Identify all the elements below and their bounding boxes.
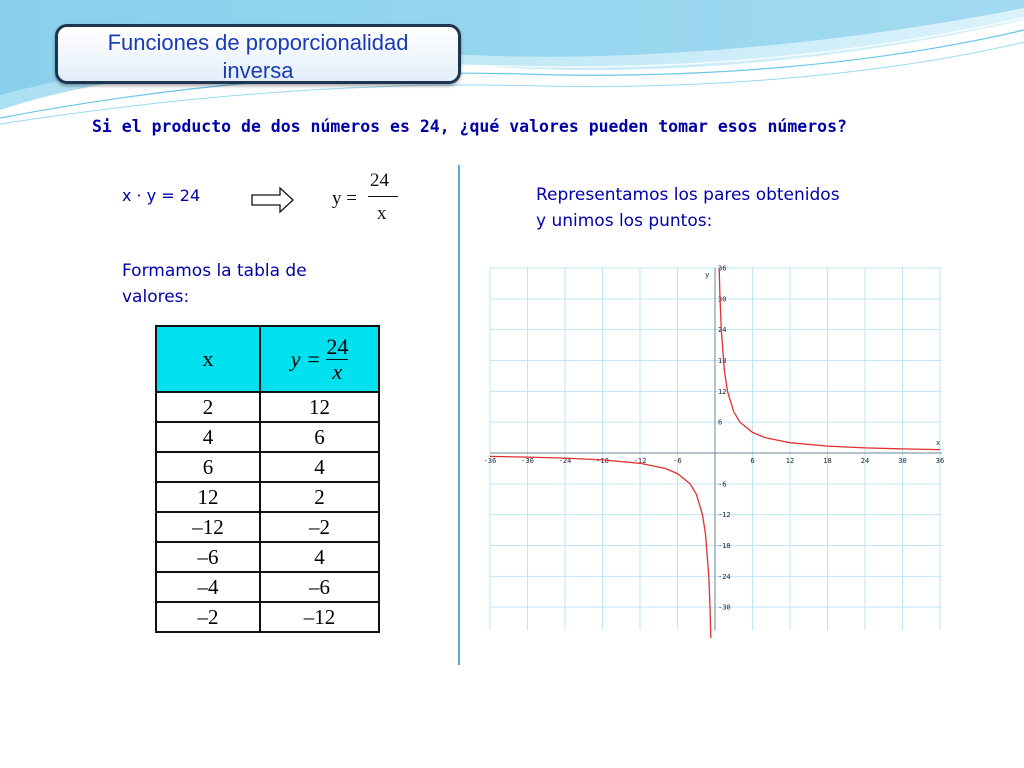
cell-y: –12 (260, 602, 379, 632)
table-intro-line2: valores: (122, 287, 190, 307)
cell-y: –2 (260, 512, 379, 542)
cell-x: 6 (156, 452, 260, 482)
y-tick-label: -24 (718, 572, 731, 581)
y-tick-label: 18 (718, 357, 727, 365)
x-tick-label: 30 (898, 457, 907, 465)
x-tick-label: 18 (823, 457, 832, 465)
vertical-divider (458, 165, 460, 665)
slide-title-line1: Funciones de proporcionalidad (107, 30, 409, 55)
table-row (156, 422, 379, 452)
header-x: x (156, 326, 260, 392)
y-tick-label: -30 (718, 603, 731, 612)
fraction-bar (368, 196, 398, 197)
cell-x: 12 (156, 482, 260, 512)
cell-y: 4 (260, 542, 379, 572)
slide-title (55, 24, 461, 84)
y-axis-label: y (705, 271, 710, 279)
header-y-numerator: 24 (326, 333, 349, 359)
x-tick-label: -12 (633, 457, 647, 465)
y-tick-label: -6 (718, 480, 727, 489)
question-text: Si el producto de dos números es 24, ¿qué valores pueden tomar esos números? (92, 117, 847, 136)
formula-denominator: x (377, 203, 387, 224)
y-tick-label: 12 (718, 387, 727, 396)
product-equation: x · y = 24 (122, 186, 201, 205)
header-y-lhs: y = (290, 346, 321, 371)
x-tick-label: 12 (785, 457, 795, 465)
x-tick-label: -24 (558, 457, 572, 465)
cell-x: –12 (156, 512, 260, 542)
y-tick-label: -18 (718, 542, 731, 550)
x-tick-label: 24 (860, 457, 870, 465)
header-y-fraction (326, 333, 349, 384)
formula-lhs: y = (332, 188, 357, 209)
graph-intro-line1: Representamos los pares obtenidos (536, 185, 840, 205)
x-tick-label: -36 (483, 457, 497, 465)
table-row (156, 542, 379, 572)
hyperbola-chart (483, 264, 945, 630)
table-row (156, 482, 379, 512)
values-table (155, 325, 380, 633)
cell-x: 2 (156, 392, 260, 422)
x-axis-label: x (936, 439, 941, 447)
table-row (156, 572, 379, 602)
cell-y: 2 (260, 482, 379, 512)
formula-numerator: 24 (370, 170, 389, 191)
implies-arrow-icon (250, 185, 296, 215)
cell-x: –2 (156, 602, 260, 632)
x-tick-label: -30 (521, 457, 534, 465)
cell-y: –6 (260, 572, 379, 602)
table-row (156, 392, 379, 422)
x-tick-label: -6 (673, 457, 682, 465)
y-tick-label: 36 (718, 264, 727, 273)
inverse-formula (332, 170, 412, 230)
cell-x: –4 (156, 572, 260, 602)
table-row (156, 512, 379, 542)
table-intro (122, 258, 307, 310)
y-tick-label: 6 (718, 418, 723, 427)
cell-x: 4 (156, 422, 260, 452)
table-row (156, 602, 379, 632)
table-header-row (156, 326, 379, 392)
x-tick-label: 6 (750, 457, 755, 465)
y-tick-label: 30 (718, 295, 727, 304)
slide-title-line2: inversa (222, 58, 294, 83)
graph-intro-line2: y unimos los puntos: (536, 211, 713, 231)
header-y (260, 326, 379, 392)
cell-x: –6 (156, 542, 260, 572)
cell-y: 4 (260, 452, 379, 482)
header-y-denominator: x (332, 358, 343, 384)
graph-intro (536, 182, 840, 234)
y-tick-label: 24 (718, 326, 727, 335)
y-tick-label: -12 (718, 511, 731, 520)
cell-y: 12 (260, 392, 379, 422)
table-intro-line1: Formamos la tabla de (122, 261, 307, 281)
table-row (156, 452, 379, 482)
cell-y: 6 (260, 422, 379, 452)
x-tick-label: 36 (935, 457, 945, 465)
x-tick-label: -18 (596, 457, 609, 465)
